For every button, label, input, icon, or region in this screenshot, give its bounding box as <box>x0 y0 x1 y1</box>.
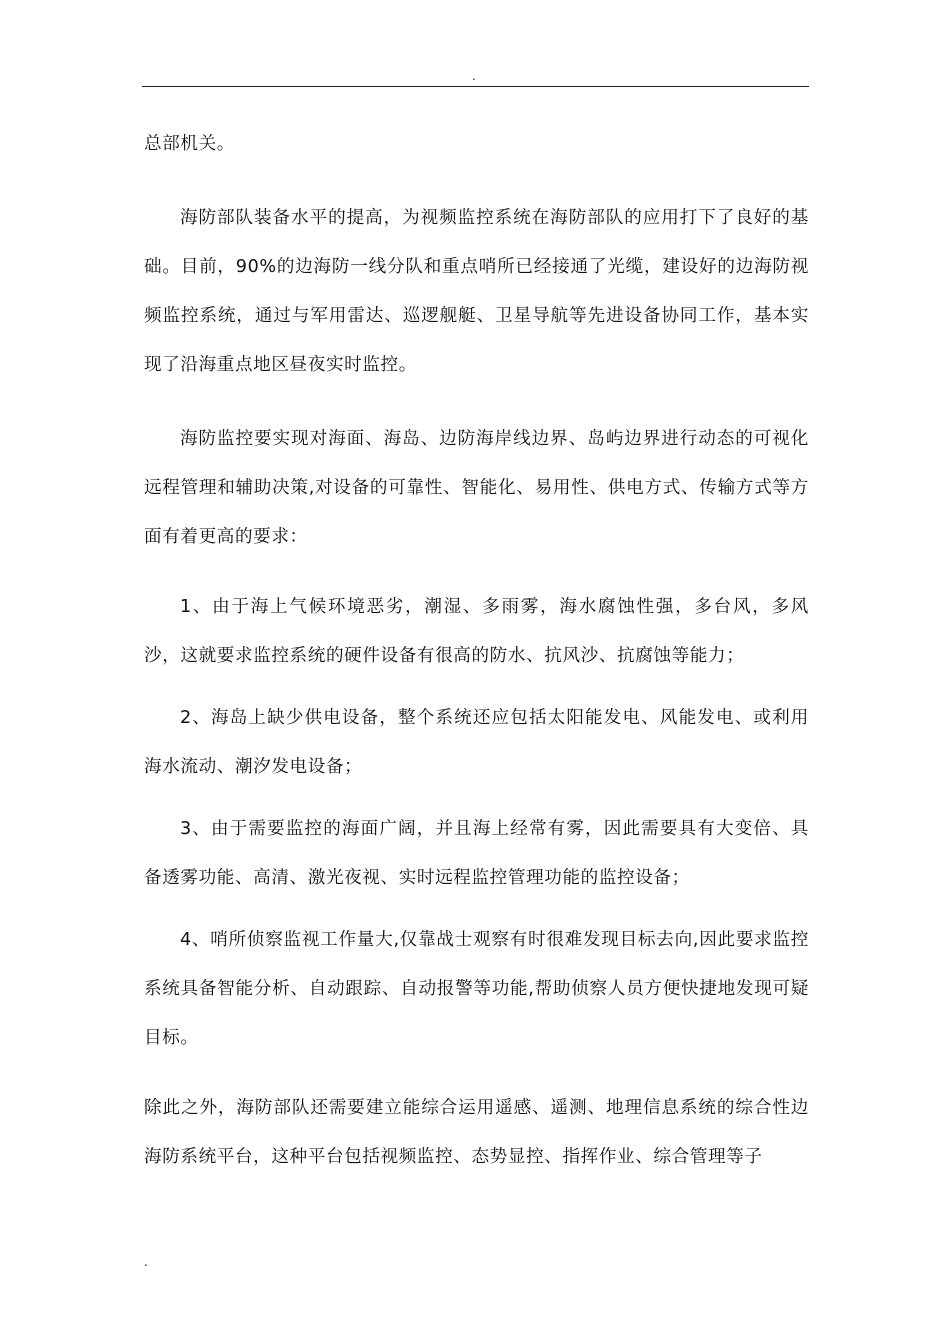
list-item-4: 4、哨所侦察监视工作量大,仅靠战士观察有时很难发现目标去向,因此要求监控系统具备智能分析、自动跟踪、自动报警等功能,帮助侦察人员方便快捷地发现可疑目标。 <box>144 930 809 1048</box>
paragraph-platform: 除此之外，海防部队还需要建立能综合运用遥感、遥测、地理信息系统的综合性边海防系统平台，这种平台包括视频监控、态势显控、指挥作业、综合管理等子 <box>144 1098 809 1167</box>
footer-mark: . <box>144 1255 148 1269</box>
header-rule <box>142 86 809 87</box>
paragraph-continuation: 总部机关。 <box>144 134 235 154</box>
document-body <box>144 120 809 1182</box>
list-item-3: 3、由于需要监控的海面广阔，并且海上经常有雾，因此需要具有大变倍、具备透雾功能、高清、激光夜视、实时远程监控管理功能的监控设备； <box>144 819 809 888</box>
paragraph-requirements: 海防监控要实现对海面、海岛、边防海岸线边界、岛屿边界进行动态的可视化远程管理和辅助决策,对设备的可靠性、智能化、易用性、供电方式、传输方式等方面有着更高的要求： <box>144 429 809 547</box>
list-item-2: 2、海岛上缺少供电设备，整个系统还应包括太阳能发电、风能发电、或利用海水流动、潮汐发电设备； <box>144 708 809 777</box>
paragraph-equipment-level: 海防部队装备水平的提高，为视频监控系统在海防部队的应用打下了良好的基础。目前，90%的边海防一线分队和重点哨所已经接通了光缆，建设好的边海防视频监控系统，通过与军用雷达、巡逻舰艇、卫星导航等先进设备协同工作，基本实现了沿海重点地区昼夜实时监控。 <box>144 208 809 375</box>
list-item-1: 1、由于海上气候环境恶劣，潮湿、多雨雾，海水腐蚀性强，多台风，多风沙，这就要求监控系统的硬件设备有很高的防水、抗风沙、抗腐蚀等能力； <box>144 597 809 666</box>
header-mark: . <box>472 69 476 83</box>
